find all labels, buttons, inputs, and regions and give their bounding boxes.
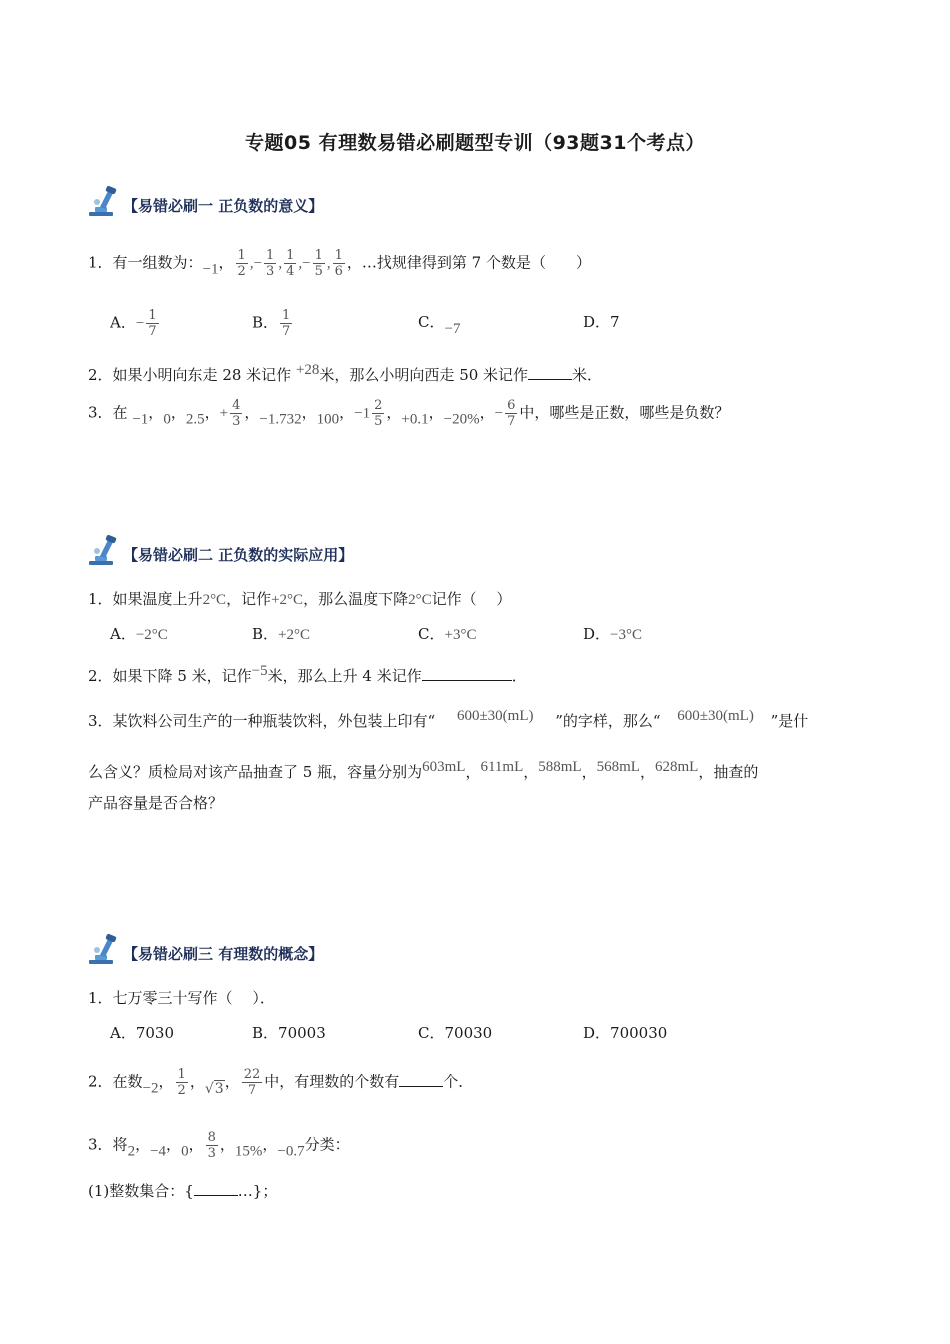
s2-q1-option-b: B．+2°C — [252, 625, 310, 643]
s1-question-1: 1．有一组数为：−1， $\frac{1}{2}$ ,− $\frac{1}{3}$ , $\frac{1}{4}$ ,− $\frac{1}{5}$ , $\frac{1}{6}$ ，…找规律得到第 7 个数是（ ） — [88, 248, 591, 279]
section-2-header — [86, 533, 353, 567]
section-1-header — [86, 184, 323, 218]
answer-blank[interactable] — [194, 1181, 238, 1196]
s1-q1-option-b: B． $\frac{1}{7}$ — [252, 308, 291, 339]
section-2-title: 【易错必刷二 正负数的实际应用】 — [123, 546, 354, 564]
s3-q1-option-b: B．70003 — [252, 1024, 326, 1042]
s2-question-3-line-1: 3．某饮料公司生产的一种瓶装饮料，外包装上印有“ 600±30(mL) ”的字样，那么“ 600±30(mL) ”是什 — [88, 708, 809, 730]
answer-blank[interactable] — [528, 365, 572, 380]
s1-q1-option-d: D．7 — [583, 313, 620, 331]
s3-q1-option-d: D．700030 — [583, 1024, 668, 1042]
answer-blank[interactable] — [399, 1072, 443, 1087]
s3-q1-option-a: A．7030 — [110, 1024, 175, 1042]
section-1-title: 【易错必刷一 正负数的意义】 — [123, 197, 324, 215]
s3-question-3: 3．将2，−4，0， $\frac{8}{3}$ ，15%，−0.7分类： — [88, 1130, 350, 1161]
s1-question-3: 3．在 −1，0，2.5，+ $\frac{4}{3}$ ，−1.732，100，−1 $\frac{2}{5}$ ，+0.1，−20%，− $\frac{6}{7}$ 中，哪些是正数，哪些是负数？ — [88, 398, 730, 429]
s2-q1-option-c: C．+3°C — [418, 625, 477, 643]
s2-question-3-line-2: 么含义？质检局对该产品抽查了 5 瓶，容量分别为603mL，611mL，588mL，568mL，628mL，抽查的 — [88, 759, 759, 781]
microscope-icon — [86, 932, 122, 966]
s1-q1-option-a: A．− $\frac{1}{7}$ — [110, 308, 157, 339]
s2-question-1: 1．如果温度上升2°C，记作+2°C，那么温度下降2°C记作（ ） — [88, 590, 512, 608]
page-title: 专题05 有理数易错必刷题型专训（93题31个考点） — [245, 132, 705, 154]
s3-question-2: 2．在数−2， $\frac{1}{2}$ ，√3， $\frac{22}{7}$ 中，有理数的个数有 个． — [88, 1067, 474, 1098]
answer-blank[interactable] — [422, 666, 512, 681]
section-3-header — [86, 932, 323, 966]
s2-question-3-line-3: 产品容量是否合格？ — [88, 794, 224, 812]
s1-question-2: 2．如果小明向东走 28 米记作 +28米，那么小明向西走 50 米记作 米． — [88, 362, 603, 384]
s3-q1-option-c: C．70030 — [418, 1024, 493, 1042]
s2-q1-option-a: A．−2°C — [110, 625, 168, 643]
s2-q1-option-d: D．−3°C — [583, 625, 642, 643]
microscope-icon — [86, 184, 122, 218]
s2-question-2: 2．如果下降 5 米，记作−5米，那么上升 4 米记作 ． — [88, 663, 527, 685]
s1-q1-option-c: C．−7 — [418, 313, 461, 337]
microscope-icon — [86, 533, 122, 567]
s3-question-3-part-1: (1)整数集合：{ …}； — [88, 1182, 278, 1200]
section-3-title: 【易错必刷三 有理数的概念】 — [123, 945, 324, 963]
s3-question-1: 1．七万零三十写作（ ）． — [88, 989, 275, 1007]
